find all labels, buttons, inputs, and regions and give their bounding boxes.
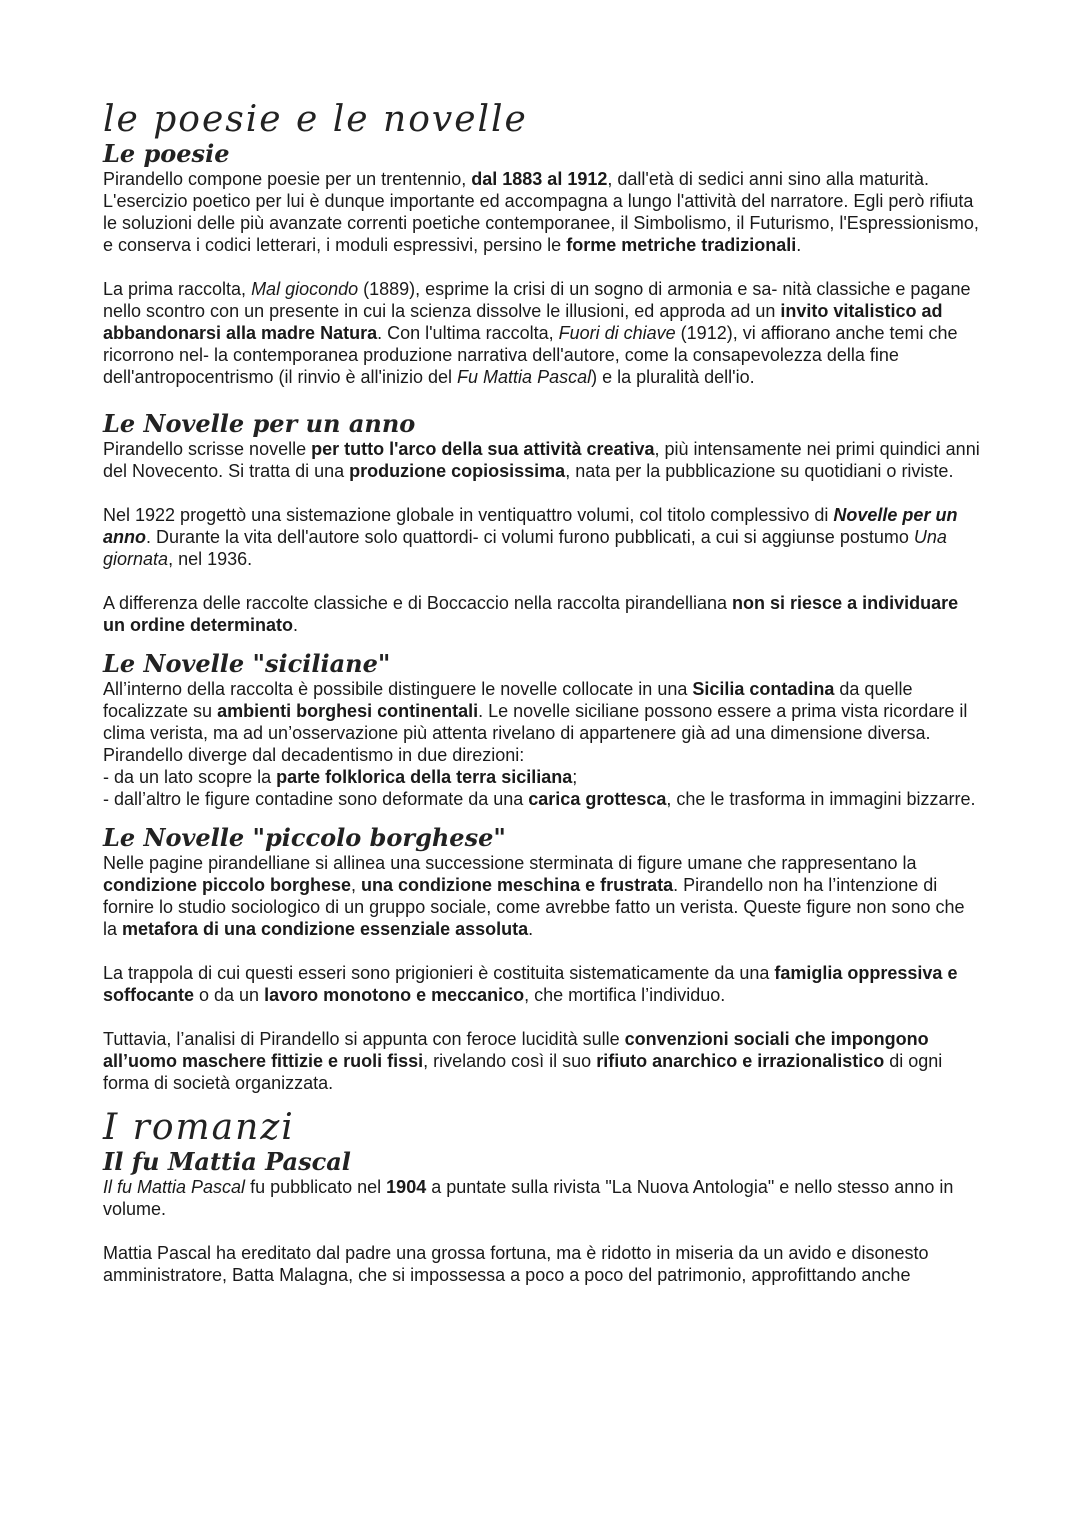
bold-text: forme metriche tradizionali	[566, 235, 797, 255]
paragraph	[103, 1176, 983, 1220]
text-run: , dall'età di sedici anni sino alla maturità. L'esercizio poetico per lui è dunque importante ed accompagna a lungo l'attività del narratore. Egli però rifiuta le soluzioni delle più avanzate correnti poetiche contemporanee, il Simbolismo, il Futurismo, l'Espressionismo, e conserva i codici letterari, i moduli espressivi, persino le	[103, 169, 979, 255]
text-run: , rivelando così il suo	[423, 1051, 597, 1071]
text-run: .	[528, 919, 534, 939]
section-heading-novelle-piccolo-borghese: Le Novelle "piccolo borghese"	[103, 823, 506, 852]
bold-text: non si riesce a individuare un ordine determinato	[103, 593, 959, 635]
bold-text: invito vitalistico ad abbandonarsi alla madre Natura	[103, 301, 943, 343]
bold-text: una condizione meschina e frustrata	[361, 875, 674, 895]
bold-text: parte folklorica della terra siciliana	[276, 767, 573, 787]
text-run: o da un	[194, 985, 265, 1005]
text-run: La prima raccolta,	[103, 279, 252, 299]
italic-text: Il fu Mattia Pascal	[103, 1177, 246, 1197]
paragraph	[103, 438, 983, 482]
section-heading-il-fu-mattia-pascal: Il fu Mattia Pascal	[103, 1147, 351, 1176]
bold-text: ambienti borghesi continentali	[217, 701, 479, 721]
text-run: - da un lato scopre la	[103, 767, 272, 787]
text-run: fu pubblicato nel	[245, 1177, 387, 1197]
bold-text: lavoro monotono e meccanico	[264, 985, 525, 1005]
paragraph	[103, 1242, 983, 1286]
text-run: a puntate sulla rivista "La Nuova Antologia" e nello stesso anno in volume.	[103, 1177, 954, 1219]
text-run: ; - dall’altro le figure contadine sono deformate da una	[103, 767, 578, 809]
bold-text: rifiuto anarchico e irrazionalistico	[596, 1051, 885, 1071]
text-run: , nata per la pubblicazione su quotidiani o riviste.	[565, 461, 954, 481]
bold-text: famiglia oppressiva e soffocante	[103, 963, 958, 1005]
text-run: Pirandello compone poesie per un trentennio,	[103, 169, 472, 189]
text-run: . Durante la vita dell'autore solo quattordi- ci volumi furono pubblicati, a cui si aggiunse postumo	[146, 527, 914, 547]
text-run: .	[796, 235, 802, 255]
text-run: . Con l'ultima raccolta,	[377, 323, 559, 343]
text-run: Nel 1922 progettò una sistemazione globale in ventiquattro volumi, col titolo complessivo di	[103, 505, 834, 525]
section-heading-le-poesie: Le poesie	[103, 139, 230, 168]
text-run: , che le trasforma in immagini bizzarre.	[666, 789, 976, 809]
paragraph	[103, 168, 983, 256]
section-heading-novelle-siciliane: Le Novelle "siciliane"	[103, 649, 391, 678]
bold-text: condizione piccolo borghese	[103, 875, 352, 895]
text-run: .	[293, 615, 299, 635]
section-heading-novelle-per-un-anno: Le Novelle per un anno	[103, 409, 416, 438]
text-run: , che mortifica l’individuo.	[524, 985, 726, 1005]
bold-text: dal 1883 al 1912	[471, 169, 608, 189]
bold-text: carica grottesca	[528, 789, 667, 809]
text-run: , nel 1936.	[168, 549, 253, 569]
text-run: Pirandello scrisse novelle	[103, 439, 312, 459]
text-run: La trappola di cui questi esseri sono prigionieri è costituita sistematicamente da una	[103, 963, 775, 983]
italic-text: Una giornata	[103, 527, 947, 569]
emphasis-text: Novelle per un anno	[103, 505, 958, 547]
text-run: All’interno della raccolta è possibile distinguere le novelle collocate in una	[103, 679, 693, 699]
text-run: (1889), esprime la crisi di un sogno di armonia e sa- nità classiche e pagane nello scontro con un presente in cui la scienza dissolve le illusioni, ed approda ad un	[103, 279, 971, 321]
bold-text: per tutto l'arco della sua attività creativa	[311, 439, 655, 459]
text-run: . Pirandello non ha l’intenzione di fornire lo studio sociologico di un gruppo sociale, come avrebbe fatto un verista. Queste figure non sono che la	[103, 875, 965, 939]
text-run: Tuttavia, l’analisi di Pirandello si appunta con feroce lucidità sulle	[103, 1029, 625, 1049]
text-run: (1912), vi affiorano anche temi che ricorrono nel- la contemporanea produzione narrativa dell'autore, come la consapevolezza della fine dell'antropocentrismo (il rinvio è all'inizio del	[103, 323, 958, 387]
document-page	[103, 100, 983, 1286]
italic-text: Fuori di chiave	[558, 323, 676, 343]
italic-text: Mal giocondo	[251, 279, 359, 299]
bold-text: Sicilia contadina	[692, 679, 835, 699]
text-run: ) e la pluralità dell'io.	[591, 367, 755, 387]
text-run: da quelle focalizzate su	[103, 679, 913, 721]
text-run: , più intensamente nei primi quindici anni del Novecento. Si tratta di una	[103, 439, 980, 481]
bold-text: 1904	[386, 1177, 427, 1197]
paragraph	[103, 678, 983, 810]
text-run: Nelle pagine pirandelliane si allinea una successione sterminata di figure umane che rappresentano la	[103, 853, 917, 873]
paragraph	[103, 852, 983, 940]
paragraph	[103, 962, 983, 1006]
bold-text: convenzioni sociali che impongono all’uomo maschere fittizie e ruoli fissi	[103, 1029, 929, 1071]
paragraph	[103, 504, 983, 570]
main-heading-romanzi: I romanzi	[103, 1107, 295, 1148]
italic-text: Fu Mattia Pascal	[457, 367, 592, 387]
text-run: A differenza delle raccolte classiche e di Boccaccio nella raccolta pirandelliana	[103, 593, 733, 613]
text-run: ,	[351, 875, 362, 895]
paragraph	[103, 278, 983, 388]
paragraph	[103, 592, 983, 636]
bold-text: metafora di una condizione essenziale assoluta	[122, 919, 529, 939]
bold-text: produzione copiosissima	[349, 461, 566, 481]
text-run: di ogni forma di società organizzata.	[103, 1051, 943, 1093]
text-run: Mattia Pascal ha ereditato dal padre una grossa fortuna, ma è ridotto in miseria da un avido e disonesto amministratore, Batta Malagna, che si impossessa a poco a poco del patrimonio, approfittando anche	[103, 1243, 929, 1285]
main-heading-poesie-novelle: le poesie e le novelle	[103, 99, 528, 140]
text-run: . Le novelle siciliane possono essere a prima vista ricordare il clima verista, ma ad un’osservazione più attenta rivelano di appartenere già ad una dimensione diversa. Pirandello diverge dal decadentismo in due direzioni:	[103, 701, 968, 765]
paragraph	[103, 1028, 983, 1094]
